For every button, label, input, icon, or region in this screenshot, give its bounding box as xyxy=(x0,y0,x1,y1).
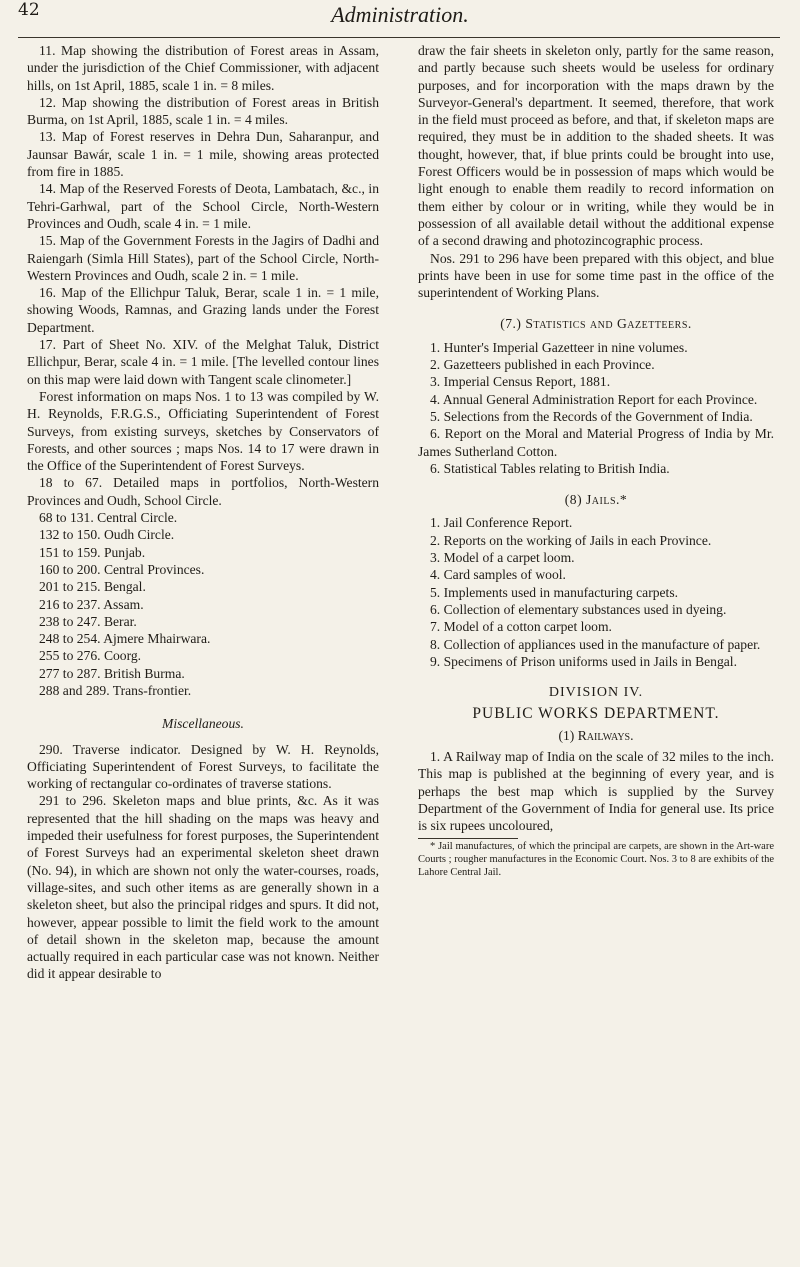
misc-item: 290. Traverse indicator. Designed by W. H. Reynolds, Officiating Superintendent of Forest Surveys, to facilitate the working of rectangular co-ordinates of traverse stations. xyxy=(27,741,379,792)
range-item: 68 to 131. Central Circle. xyxy=(39,510,178,526)
continuation-paragraph: Nos. 291 to 296 have been prepared with this object, and blue prints have been in use for some time past in the office of the superintendent of Working Plans. xyxy=(418,250,774,301)
range-item: 288 and 289. Trans-frontier. xyxy=(39,682,192,698)
list-item: 3. Imperial Census Report, 1881. xyxy=(430,374,611,390)
list-item: 2. Gazetteers published in each Province. xyxy=(430,357,655,373)
department-heading: PUBLIC WORKS DEPARTMENT. xyxy=(472,705,720,723)
map-item: 16. Map of the Ellichpur Taluk, Berar, scale 1 in. = 1 mile, showing Woods, Ramnas, and Grazing lands under the Forest Department. xyxy=(27,285,379,335)
railways-heading: (1) Railways. xyxy=(558,727,634,743)
list-item: 6. Collection of elementary substances used in dyeing. xyxy=(430,601,727,617)
map-item: 14. Map of the Reserved Forests of Deota, Lambatach, &c., in Tehri-Garhwal, part of the School Circle, North-Western Provinces and Oudh, scale 4 in. = 1 mile. xyxy=(27,181,379,231)
list-item: 2. Reports on the working of Jails in each Province. xyxy=(430,532,712,548)
range-item: 238 to 247. Berar. xyxy=(39,613,137,629)
misc-item: 291 to 296. Skeleton maps and blue prints, &c. As it was represented that the hill shading on the maps was heavy and impeded their usefulness for forest purposes, the Superintendent of Forest Surveys had an experimental skeleton sheet drawn (No. 94), in which are shown not only the water-courses, roads, village-sites, and such other items as are generally shown in a skeleton sheet, but also the principal ridges and spurs. It did not, however, appear possible to limit the field work to the amount of detail shown in the skeleton map, because the amount actually required in each particular case was not known. Neither did it appear desirable to xyxy=(27,793,379,982)
range-item: 201 to 215. Bengal. xyxy=(39,579,146,595)
range-item: 216 to 237. Assam. xyxy=(39,596,144,612)
map-item: 18 to 67. Detailed maps in portfolios, North-Western Provinces and Oudh, School Circle. xyxy=(27,475,379,508)
running-title: Administration. xyxy=(331,2,469,27)
list-item: 6. Statistical Tables relating to British India. xyxy=(430,460,670,476)
list-item: 1. Hunter's Imperial Gazetteer in nine volumes. xyxy=(430,339,688,355)
map-item: 13. Map of Forest reserves in Dehra Dun, Saharanpur, and Jaunsar Bawár, scale 1 in. = 1 mile, showing areas protected from fire in 1885. xyxy=(27,129,379,180)
list-item: 8. Collection of appliances used in the manufacture of paper. xyxy=(430,636,761,652)
header-rule xyxy=(18,37,780,38)
range-item: 255 to 276. Coorg. xyxy=(39,648,142,664)
footnote-rule xyxy=(418,838,518,839)
statistics-heading: (7.) Statistics and Gazetteers. xyxy=(500,316,692,332)
range-item: 277 to 287. British Burma. xyxy=(39,665,185,681)
range-item: 248 to 254. Ajmere Mhairwara. xyxy=(39,631,211,647)
page-number: 42 xyxy=(18,0,40,20)
list-item: 4. Annual General Administration Report for each Province. xyxy=(430,391,758,407)
railways-paragraph: 1. A Railway map of India on the scale of 32 miles to the inch. This map is published at the beginning of every year, and is perhaps the best map which is supplied by the Survey Department of the Government of India for general use. Its price is six rupees uncoloured, xyxy=(418,748,774,834)
miscellaneous-heading: Miscellaneous. xyxy=(162,716,244,732)
list-item: 5. Implements used in manufacturing carpets. xyxy=(430,584,679,600)
list-item: 5. Selections from the Records of the Government of India. xyxy=(430,408,753,424)
map-item: 17. Part of Sheet No. XIV. of the Melghat Taluk, District Ellichpur, Berar, scale 4 in. = 1 mile. [The levelled contour lines on this map were laid down with Tangent scale clinometer.] xyxy=(27,337,379,387)
map-item: 15. Map of the Government Forests in the Jagirs of Dadhi and Raiengarh (Simla Hill States), part of the School Circle, North-Western Provinces and Oudh, scale 2 in. = 1 mile. xyxy=(27,233,379,283)
map-item: 12. Map showing the distribution of Forest areas in British Burma, on 1st April, 1885, scale 1 in. = 4 miles. xyxy=(27,94,379,128)
list-item: 3. Model of a carpet loom. xyxy=(430,550,575,566)
list-item: 4. Card samples of wool. xyxy=(430,567,566,583)
list-item: 7. Model of a cotton carpet loom. xyxy=(430,619,612,635)
continuation-paragraph: draw the fair sheets in skeleton only, partly for the same reason, and partly because such sheets would be useless for ordinary purposes, and for incorporation with the maps drawn by the Surveyor-General's department. It seemed, therefore, that work in the field must proceed as before, and that, if skeleton maps are required, they must be in addition to the shaded sheets. It was thought, however, that, if blue prints could be brought into use, Forest Officers would be in possession of maps which would be light enough to enable them readily to record information on them either by colour or in writing, while they would be in possession of all available detail without the additional expense of a second drawing and photozincographic process. xyxy=(418,43,774,249)
footnote: * Jail manufactures, of which the principal are carpets, are shown in the Art-ware Courts ; rougher manufactures in the Economic Court. Nos. 3 to 8 are exhibits of the Lahore Central Jail. xyxy=(418,841,774,878)
list-item: 1. Jail Conference Report. xyxy=(430,515,573,531)
range-item: 160 to 200. Central Provinces. xyxy=(39,561,205,577)
range-item: 151 to 159. Punjab. xyxy=(39,544,146,560)
left-column xyxy=(27,42,379,983)
right-column xyxy=(418,42,774,879)
map-item: 11. Map showing the distribution of Forest areas in Assam, under the jurisdiction of the Chief Commissioner, with adjacent hills, on 1st April, 1885, scale 1 in. = 8 miles. xyxy=(27,43,379,93)
list-item: 6. Report on the Moral and Material Progress of India by Mr. James Sutherland Cotton. xyxy=(418,426,774,459)
range-item: 132 to 150. Oudh Circle. xyxy=(39,527,175,543)
compilation-note: Forest information on maps Nos. 1 to 13 was compiled by W. H. Reynolds, F.R.G.S., Officiating Superintendent of Forest Surveys, from existing surveys, sketches by Conservators of Forests, and other sources ; maps Nos. 14 to 17 were drawn in the Office of the Superintendent of Forest Surveys. xyxy=(27,388,379,474)
jails-heading: (8) Jails.* xyxy=(564,492,628,508)
division-heading: DIVISION IV. xyxy=(548,685,644,701)
list-item: 9. Specimens of Prison uniforms used in Jails in Bengal. xyxy=(430,653,737,669)
